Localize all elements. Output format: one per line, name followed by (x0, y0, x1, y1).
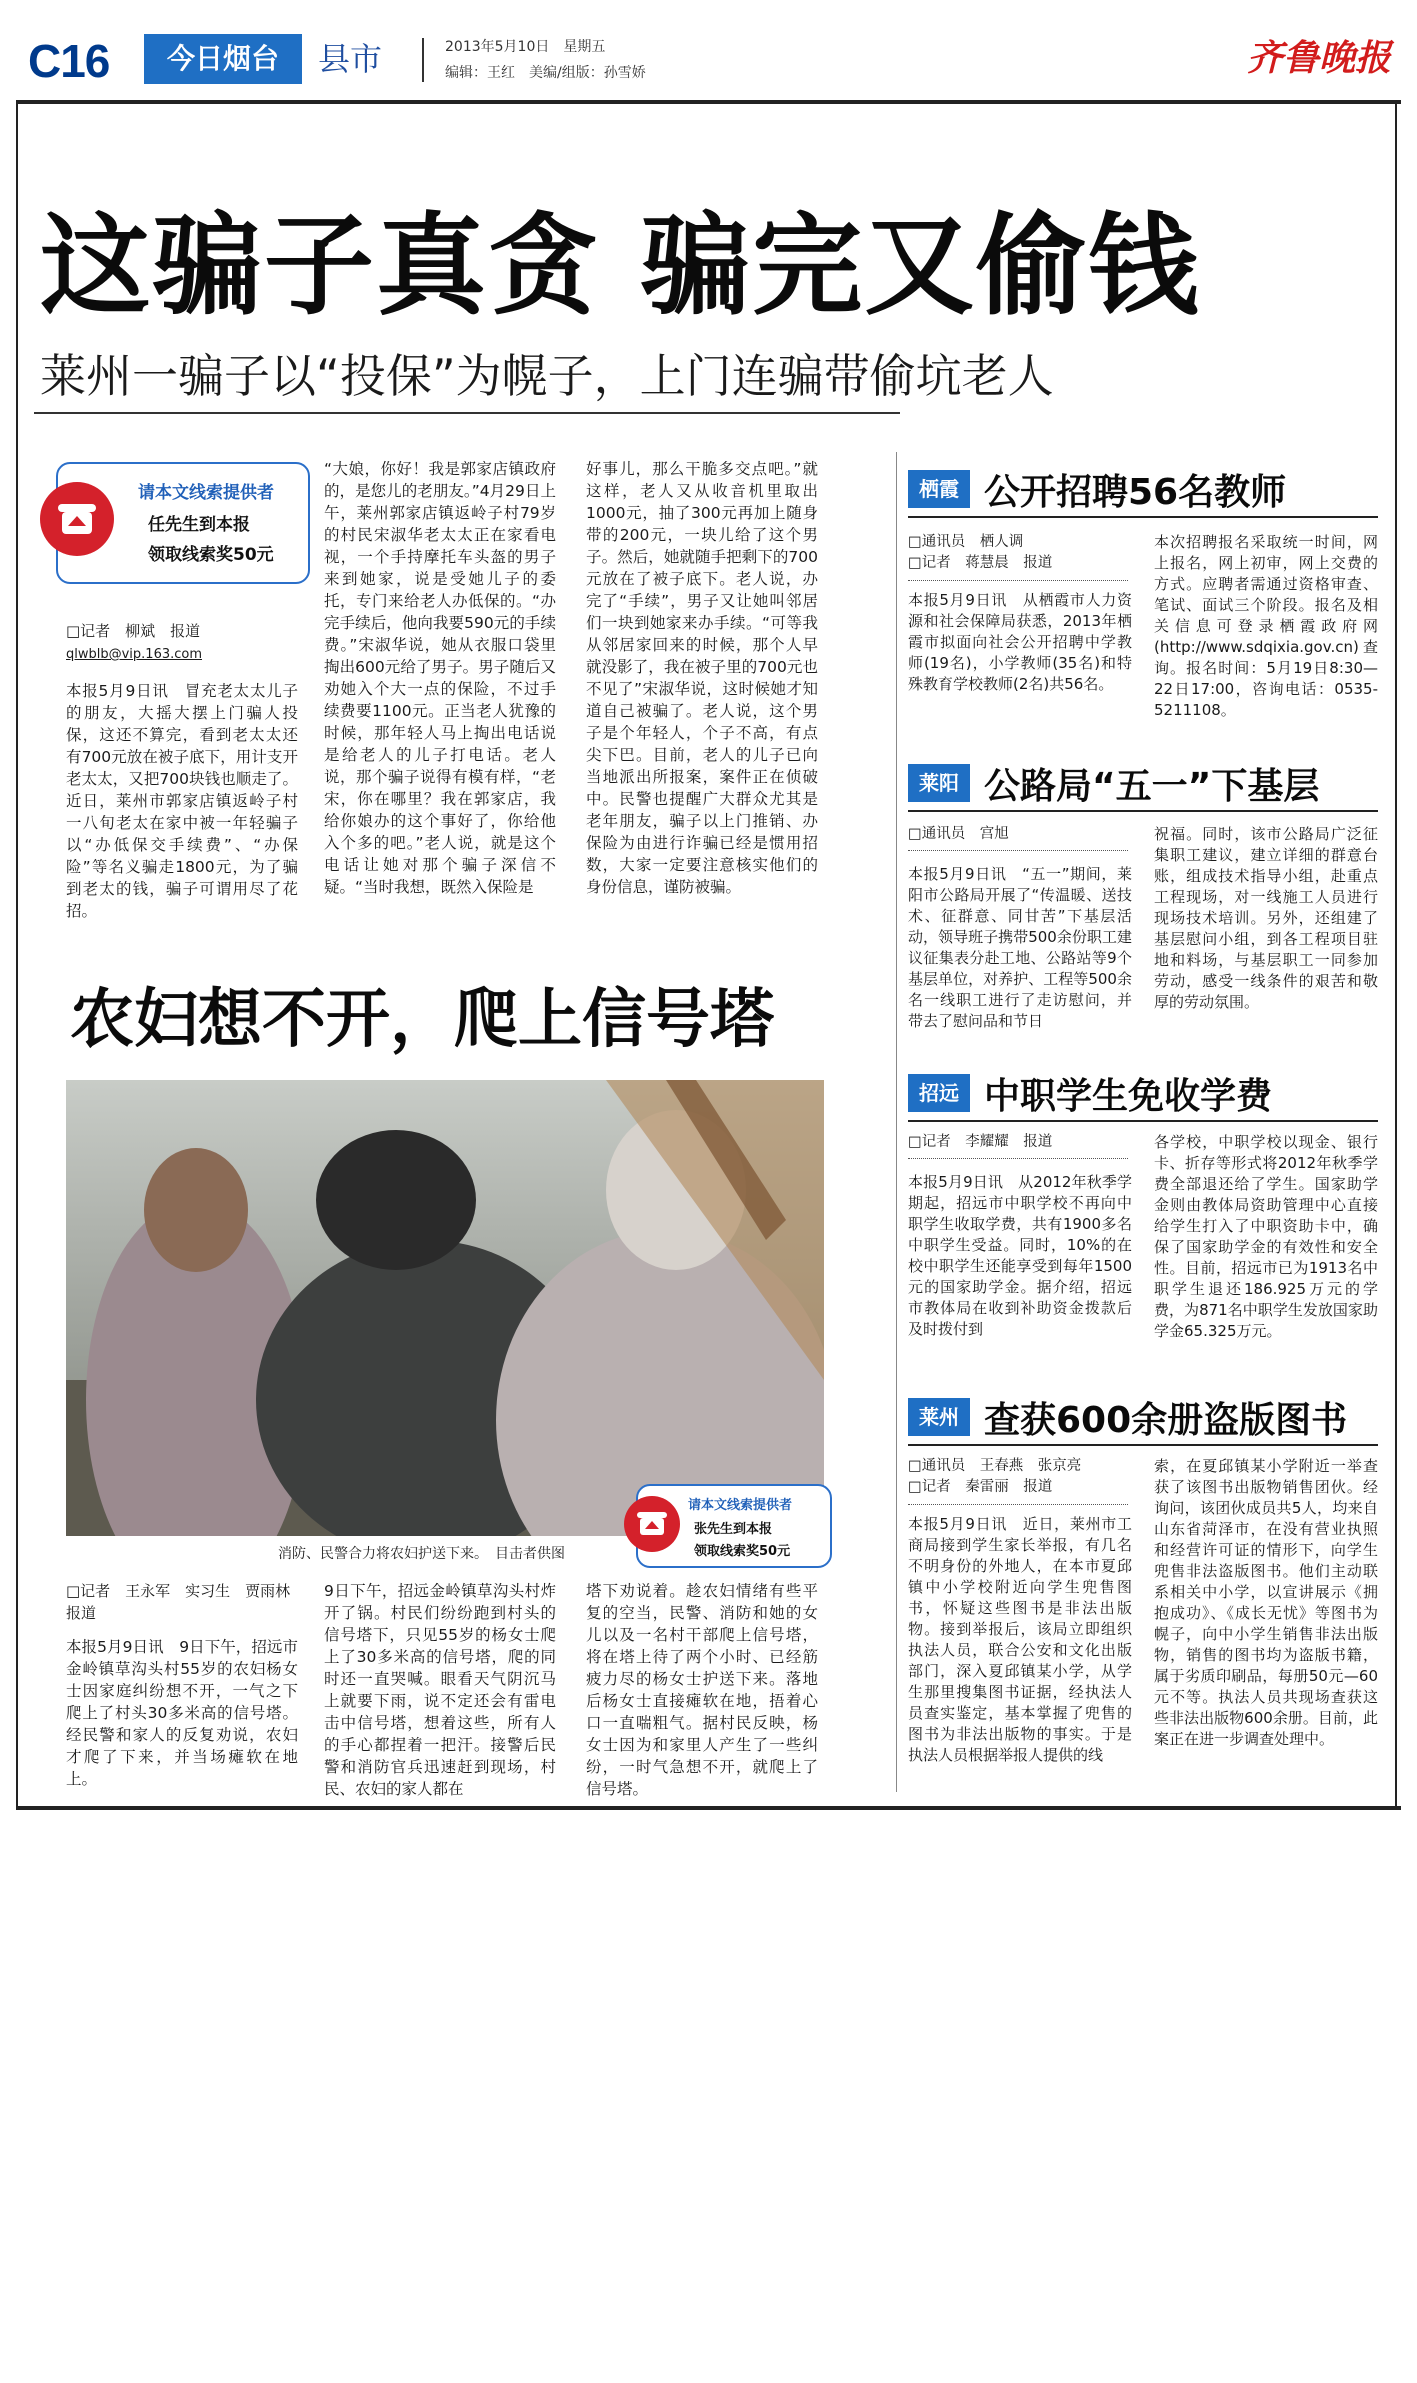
lead-subheadline: 莱州一骗子以“投保”为幌子，上门连骗带偷坑老人 (40, 349, 1054, 403)
section-name: 县市 (318, 40, 383, 78)
story2-headline: 农妇想不开，爬上信号塔 (70, 983, 774, 1057)
brief-tag-laiyang[interactable]: 莱阳 (908, 764, 970, 802)
brief-byline: □通讯员 栖人调 (908, 534, 1024, 550)
brief-body-zhaoyuan-2: 各学校，中职学校以现金、银行卡、折存等形式将2012年秋季学费全部退还给了学生。国家助学金则由教体局资助管理中心直接给学生打入了中职资助卡中，确保了国家助学金的有效性和安全性。目前，招远市已为1913名中职学生退还186.925万元的学费，为871名中职学生发放国家助学金65.325万元。 (1154, 1133, 1378, 1340)
brief-body-laiyang-2: 祝福。同时，该市公路局广泛征集职工建议，建立详细的群意台账，组成技术指导小组，赴重点工程现场，对一线施工人员进行现场技术培训。另外，还组建了基层慰问小组，到各工程项目驻地和料场，与基层职工一同参加劳动，感受一线条件的艰苦和敬厚的劳动氛围。 (1154, 825, 1378, 1011)
brief-tag-laizhou[interactable]: 莱州 (908, 1398, 970, 1436)
brief-title-laiyang: 公路局“五一”下基层 (984, 766, 1320, 807)
section-tag[interactable]: 今日烟台 (144, 34, 302, 84)
lead-column-3: 好事儿，那么干脆多交点吧。”就这样，老人又从收音机里取出1000元，抽了300元再加上随身带的200元，一块儿给了这个男子。然后，她就随手把剩下的700元放在了被子底下。老人说，办完了“手续”，男子又让她叫邻居们一块到她家来办手续。“可等我从邻居家回来的时候，那个人早就没影了，我在被子里的700元也不见了”宋淑华说，这时候她才知道自己被骗了。老人说，这个男子是个年轻人，个子不高，有点尖下巴。目前，老人的儿子已向当地派出所报案，案件正在侦破中。民警也提醒广大群众尤其是老年朋友，骗子以上门推销、办保险为由进行诈骗已经是惯用招数，大家一定要注意核实他们的身份信息，谨防被骗。 (586, 460, 818, 896)
page-number: C16 (28, 35, 110, 87)
column-divider (896, 452, 897, 1792)
lead-column-1: 本报5月9日讯 冒充老太太儿子的朋友，大摇大摆上门骗人投保，这还不算完，看到老太太还有700元放在被子底下，用计支开老太太，又把700块钱也顺走了。近日，莱州市郭家店镇返岭子村一八旬老太在家中被一年轻骗子以“办低保交手续费”、“办保险”等名义骗走1800元，为了骗到老太的钱，骗子可谓用尽了花招。 (66, 682, 298, 920)
bottom-rule (16, 1806, 1401, 1810)
brief-byline: □记者 秦雷丽 报道 (908, 1479, 1053, 1495)
brief-body-laizhou-2: 索，在夏邱镇某小学附近一举查获了该图书出版物销售团伙。经询问，该团伙成员共5人，均来自山东省菏泽市，在没有营业执照和经营许可证的情形下，向学生兜售非法盗版图书。他们主动联系相关中小学，以宣讲展示《拥抱成功》、《成长无忧》等图书为幌子，向中小学生销售非法出版物，销售的图书均为盗版书籍，属于劣质印刷品，每册50元—60元不等。执法人员共现场查获这些非法出版物600余册。目前，此案正在进一步调查处理中。 (1154, 1457, 1378, 1748)
newspaper-logo: 齐鲁晚报 (1246, 37, 1391, 79)
clue-reward-box (56, 462, 310, 584)
brief-rule (908, 810, 1378, 812)
clue-name: 任先生到本报 (148, 515, 250, 535)
clue-name: 张先生到本报 (694, 1522, 773, 1537)
clue-title: 请本文线索提供者 (138, 483, 274, 503)
story2-photo (66, 1080, 824, 1536)
byline-dotted-rule (908, 1504, 1128, 1505)
brief-body-qixia-1: 本报5月9日讯 从栖霞市人力资源和社会保障局获悉，2013年栖霞市拟面向社会公开招聘中学教师(19名)，小学教师(35名)和特殊教育学校教师(2名)共56名。 (908, 591, 1132, 693)
brief-title-qixia: 公开招聘56名教师 (984, 472, 1287, 513)
brief-byline: □记者 蒋慧晨 报道 (908, 555, 1053, 571)
byline-dotted-rule (908, 580, 1128, 581)
brief-tag-zhaoyuan[interactable]: 招远 (908, 1074, 970, 1112)
byline-dotted-rule (908, 850, 1128, 851)
phone-icon (624, 1496, 680, 1552)
byline-dotted-rule (908, 1158, 1128, 1159)
story2-column-3: 塔下劝说着。趁农妇情绪有些平复的空当，民警、消防和她的女儿以及一名村干部爬上信号塔，将在塔上待了两个小时、已经筋疲力尽的杨女士护送下来。落地后杨女士直接瘫软在地，捂着心口一直喘粗气。据村民反映，杨女士因为和家里人产生了一些纠纷，一时气急想不开，就爬上了信号塔。 (586, 1582, 818, 1798)
brief-body-laiyang-1: 本报5月9日讯 “五一”期间，莱阳市公路局开展了“传温暖、送技术、征群意、同甘苦”下基层活动，领导班子携带500余份职工建议征集表分赴工地、公路站等9个基层单位，对养护、工程等500余名一线职工进行了走访慰问，并带去了慰问品和节日 (908, 865, 1132, 1030)
brief-title-zhaoyuan: 中职学生免收学费 (984, 1076, 1273, 1117)
issue-date: 2013年5月10日 星期五 (445, 39, 606, 55)
brief-body-qixia-2: 本次招聘报名采取统一时间，网上报名，网上初审，网上交费的方式。应聘者需通过资格审查、笔试、面试三个阶段。报名及相关信息可登录栖霞政府网(http://www.sdqixia.gov.cn)查询。报名时间：5月19日8:30—22日17:00，咨询电话：0535-5211108。 (1154, 533, 1378, 719)
clue-reward: 领取线索奖50元 (694, 1544, 791, 1559)
brief-byline: □记者 李耀耀 报道 (908, 1134, 1053, 1150)
brief-rule (908, 1444, 1378, 1446)
clue-title: 请本文线索提供者 (688, 1498, 793, 1513)
brief-tag-qixia[interactable]: 栖霞 (908, 470, 970, 508)
phone-icon (40, 482, 114, 556)
clue-reward: 领取线索奖50元 (148, 545, 274, 565)
story2-column-2: 9日下午，招远金岭镇草沟头村炸开了锅。村民们纷纷跑到村头的信号塔下，只见55岁的杨女士爬上了30多米高的信号塔，爬的同时还一直哭喊。眼看天气阴沉马上就要下雨，说不定还会有雷电击中信号塔，想着这些，所有人的手心都捏着一把汗。接警后民警和消防官兵迅速赶到现场，村民、农妇的家人都在 (324, 1582, 556, 1798)
story2-byline: □记者 王永军 实习生 贾雨林 报道 (66, 1582, 306, 1622)
brief-body-zhaoyuan-1: 本报5月9日讯 从2012年秋季学期起，招远市中职学校不再向中职学生收取学费，共有1900多名中职学生受益。同时，10%的在校中职学生还能享受到每年1500元的国家助学金。据介绍，招远市教体局在收到补助资金拨款后及时拨付到 (908, 1173, 1132, 1338)
brief-byline: □通讯员 宫旭 (908, 826, 1009, 842)
brief-body-laizhou-1: 本报5月9日讯 近日，莱州市工商局接到学生家长举报，有几名不明身份的外地人，在本市夏邱镇中小学校附近向学生兜售图书，怀疑这些图书是非法出版物。接到举报后，该局立即组织执法人员，联合公安和文化出版部门，深入夏邱镇某小学，从学生那里搜集图书证据，经执法人员查实鉴定，基本掌握了兜售的图书为非法出版物的事实。于是执法人员根据举报人提供的线 (908, 1515, 1132, 1764)
brief-title-laizhou: 查获600余册盗版图书 (984, 1400, 1348, 1441)
lead-headline: 这骗子真贪 骗完又偷钱 (40, 202, 1201, 330)
photo-caption: 消防、民警合力将农妇护送下来。 目击者供图 (278, 1546, 565, 1562)
reporter-email[interactable]: qlwblb@vip.163.com (66, 647, 203, 662)
lead-column-2: “大娘，你好！我是郭家店镇政府的，是您儿的老朋友。”4月29日上午，莱州郭家店镇返岭子村79岁的村民宋淑华老太太正在家看电视，一个手持摩托车头盔的男子来到她家，说是受她儿子的委托，专门来给老人办低保的。“办完手续后，他向我要590元的手续费。”宋淑华说，她从衣服口袋里掏出600元给了男子。男子随后又劝她入个大一点的保险，不过手续费要1100元。正当老人犹豫的时候，那年轻人马上掏出电话说是给老人的儿子打电话。老人说，那个骗子说得有模有样，“老宋，你在哪里？我在郭家店，我给你娘办的这个事好了，你给他入个多的吧。”老人说，就是这个电话让她对那个骗子深信不疑。“当时我想，既然入保险是 (324, 460, 556, 896)
brief-rule (908, 1120, 1378, 1122)
editor-credits: 编辑：王红 美编/组版：孙雪娇 (445, 65, 646, 81)
brief-byline: □通讯员 王春燕 张京亮 (908, 1458, 1082, 1474)
header-divider (422, 38, 424, 82)
brief-rule (908, 516, 1378, 518)
rescue-scene-image (66, 1080, 824, 1536)
subheadline-rule (34, 412, 900, 414)
story2-column-1: 本报5月9日讯 9日下午，招远市金岭镇草沟头村55岁的农妇杨女士因家庭纠纷想不开，一气之下爬上了村头30多米高的信号塔。经民警和家人的反复劝说，农妇才爬了下来，并当场瘫软在地上。 (66, 1638, 298, 1788)
lead-byline: □记者 柳斌 报道 (66, 622, 201, 640)
clue-reward-box-2 (636, 1484, 832, 1568)
